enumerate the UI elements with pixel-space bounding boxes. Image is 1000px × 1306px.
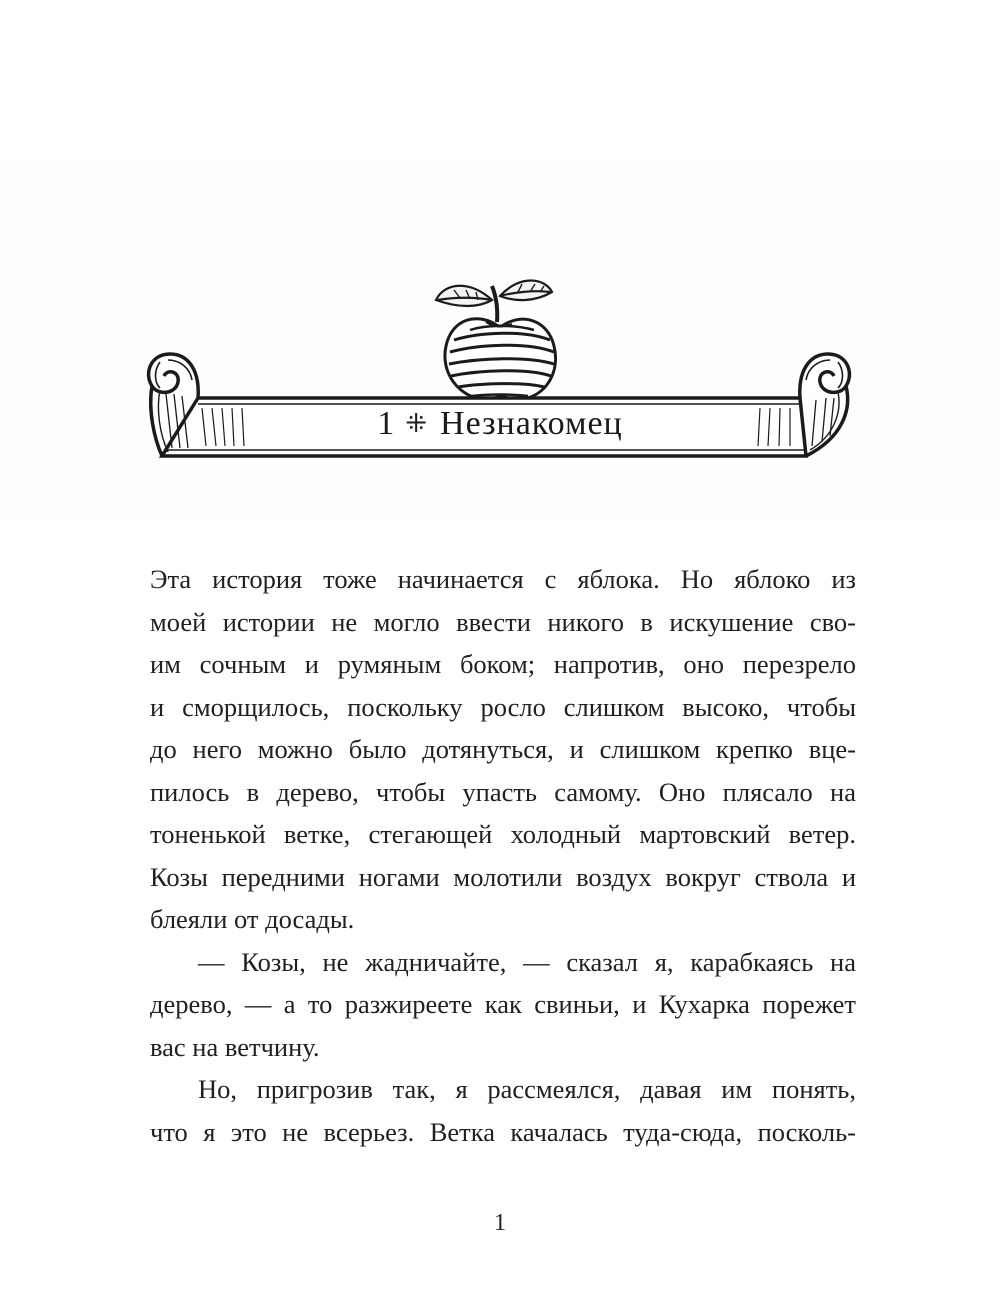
text-line: и сморщилось, поскольку росло слишком высоко, чтобы bbox=[150, 691, 856, 722]
chapter-number: 1 bbox=[377, 405, 396, 442]
apple-icon bbox=[436, 281, 556, 401]
text-line: что я это не всерьез. Ветка качалась туда-сюда, посколь- bbox=[150, 1116, 856, 1147]
chapter-body-text bbox=[150, 558, 856, 1153]
text-line: Но, пригрозив так, я рассмеялся, давая им понять, bbox=[198, 1074, 856, 1104]
chapter-title-text: Незнакомец bbox=[440, 405, 623, 442]
text-line: пилось в дерево, чтобы упасть самому. Оно плясало на bbox=[150, 776, 856, 807]
text-line: им сочным и румяным боком; напротив, оно перезрело bbox=[150, 649, 856, 679]
text-line: Козы передними ногами молотили воздух вокруг ствола и bbox=[150, 861, 856, 892]
text-line: — Козы, не жадничайте, — сказал я, карабкаясь на bbox=[198, 946, 856, 977]
text-line: блеяли от досады. bbox=[150, 904, 355, 934]
text-line: до него можно было дотянуться, и слишком крепко вце- bbox=[150, 734, 856, 764]
text-line: вас на ветчину. bbox=[150, 1031, 320, 1062]
text-line: моей истории не могло ввести никого в искушение сво- bbox=[150, 606, 856, 637]
text-line: тоненькой ветке, стегающей холодный мартовский ветер. bbox=[150, 819, 856, 849]
text-line: Эта история тоже начинается с яблока. Но яблоко из bbox=[150, 564, 856, 594]
ornament-icon: ⁜ bbox=[405, 409, 429, 438]
text-line: дерево, — а то разжиреете как свиньи, и Кухарка порежет bbox=[150, 989, 856, 1019]
page-number: 1 bbox=[494, 1210, 506, 1236]
chapter-title bbox=[195, 398, 805, 450]
